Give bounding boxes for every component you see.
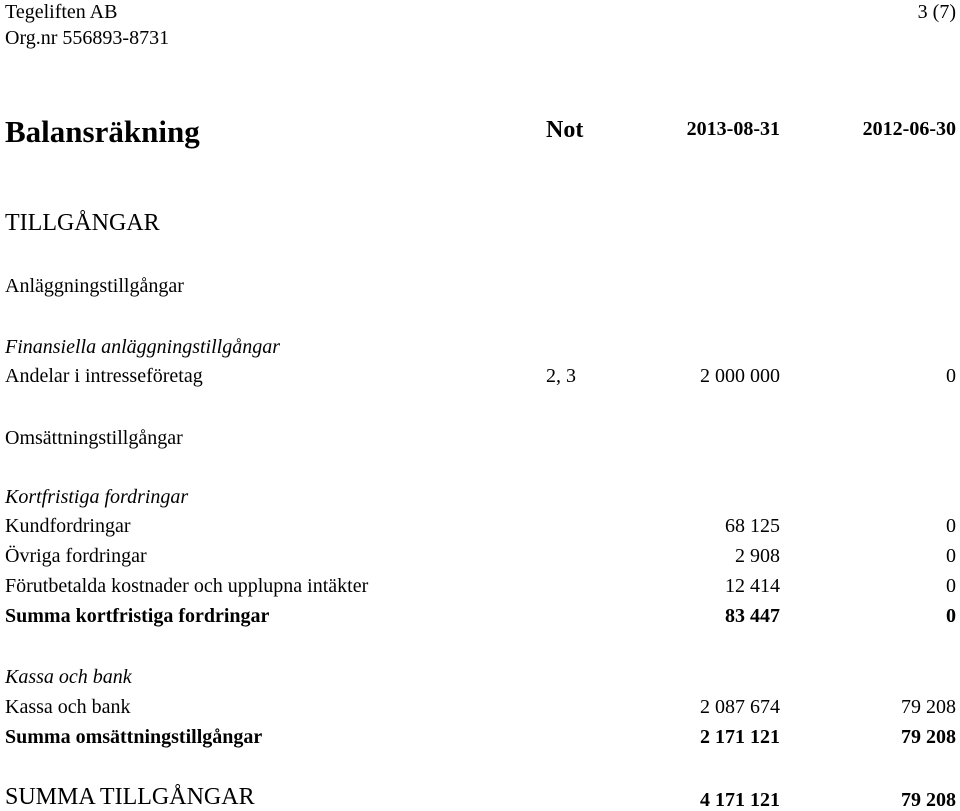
group-heading-anlaggningstillgangar: Anläggningstillgångar bbox=[5, 275, 184, 297]
company-name: Tegeliften AB bbox=[5, 1, 118, 23]
sum-current: 2 171 121 bbox=[700, 726, 780, 748]
section-heading-tillgangar: TILLGÅNGAR bbox=[5, 210, 160, 236]
sum-current: 83 447 bbox=[725, 605, 780, 627]
row-current: 2 000 000 bbox=[700, 365, 780, 387]
group-heading-omsattningstillgangar: Omsättningstillgångar bbox=[5, 427, 183, 449]
total-current: 4 171 121 bbox=[700, 789, 780, 811]
sum-previous: 0 bbox=[946, 605, 956, 627]
page-title: Balansräkning bbox=[5, 114, 200, 149]
subheading-finansiella: Finansiella anläggningstillgångar bbox=[5, 336, 281, 358]
row-label: Kassa och bank bbox=[5, 696, 131, 718]
row-previous: 0 bbox=[946, 545, 956, 567]
row-label: Andelar i intresseföretag bbox=[5, 365, 203, 387]
sum-label: Summa kortfristiga fordringar bbox=[5, 605, 270, 627]
row-previous: 0 bbox=[946, 575, 956, 597]
row-not: 2, 3 bbox=[546, 365, 576, 387]
subheading-kassa: Kassa och bank bbox=[5, 666, 132, 688]
column-header-previous: 2012-06-30 bbox=[862, 118, 956, 140]
row-label: Kundfordringar bbox=[5, 515, 131, 537]
total-previous: 79 208 bbox=[901, 789, 956, 811]
org-number: Org.nr 556893-8731 bbox=[5, 27, 170, 49]
total-label: SUMMA TILLGÅNGAR bbox=[5, 784, 255, 810]
row-previous: 0 bbox=[946, 365, 956, 387]
row-current: 2 087 674 bbox=[700, 696, 780, 718]
row-previous: 0 bbox=[946, 515, 956, 537]
row-current: 2 908 bbox=[735, 545, 780, 567]
row-previous: 79 208 bbox=[901, 696, 956, 718]
row-current: 68 125 bbox=[725, 515, 780, 537]
row-current: 12 414 bbox=[725, 575, 780, 597]
column-header-current: 2013-08-31 bbox=[686, 118, 780, 140]
column-header-not: Not bbox=[546, 117, 584, 143]
row-label: Övriga fordringar bbox=[5, 545, 147, 567]
sum-previous: 79 208 bbox=[901, 726, 956, 748]
subheading-kortfristiga: Kortfristiga fordringar bbox=[5, 486, 189, 508]
page-number: 3 (7) bbox=[917, 1, 956, 23]
sum-label: Summa omsättningstillgångar bbox=[5, 726, 263, 748]
row-label: Förutbetalda kostnader och upplupna intäkter bbox=[5, 575, 369, 597]
